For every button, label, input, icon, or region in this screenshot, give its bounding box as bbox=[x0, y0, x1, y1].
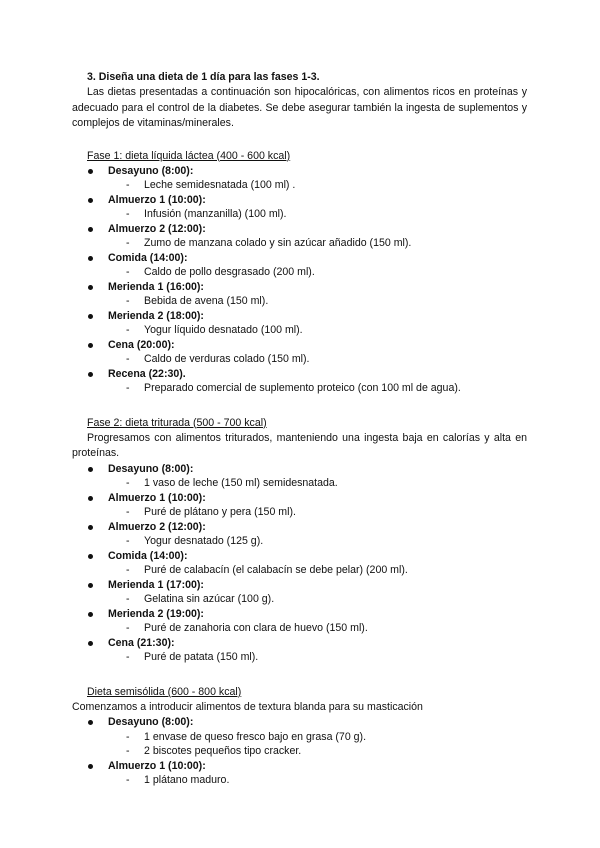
dash-icon: - bbox=[126, 179, 130, 191]
dash-icon: - bbox=[126, 745, 130, 757]
dash-icon: - bbox=[126, 353, 130, 365]
meal-label-text: Desayuno (8:00): bbox=[108, 716, 194, 728]
meal-item bbox=[72, 744, 527, 759]
bullet-icon bbox=[88, 583, 93, 588]
meal-label-text: Cena (21:30): bbox=[108, 636, 175, 649]
dash-icon: - bbox=[126, 477, 130, 489]
meal-item-text: Yogur líquido desnatado (100 ml). bbox=[144, 324, 303, 336]
meal-label bbox=[72, 251, 527, 266]
bullet-icon bbox=[88, 525, 93, 530]
meal-label-text: Almuerzo 2 (12:00): bbox=[108, 520, 206, 533]
meal-label bbox=[72, 491, 527, 506]
meal-item bbox=[72, 178, 527, 193]
dash-icon: - bbox=[126, 324, 130, 336]
bullet-icon bbox=[88, 554, 93, 559]
meal-label-text: Comida (14:00): bbox=[108, 251, 188, 264]
meal-label-text: Almuerzo 1 (10:00): bbox=[108, 759, 206, 772]
meal-label-text: Almuerzo 1 (10:00): bbox=[108, 491, 206, 504]
meal-label bbox=[72, 759, 527, 774]
meal-label bbox=[72, 715, 527, 730]
meal-item bbox=[72, 621, 527, 636]
intro-paragraph: Las dietas presentadas a continuación son hipocalóricas, con alimentos ricos en proteínas y adecuado para el control de la diabetes. Se debe asegurar también la ingesta de suplementos y complejos de vitaminas/minerales. bbox=[72, 86, 527, 129]
meal-item-text: 1 plátano maduro. bbox=[144, 774, 230, 786]
dash-icon: - bbox=[126, 382, 130, 394]
phases-container bbox=[72, 149, 527, 788]
dash-icon: - bbox=[126, 593, 130, 605]
meal-label-text: Merienda 1 (17:00): bbox=[108, 578, 204, 591]
meal-item-text: Puré de zanahoria con clara de huevo (150 ml). bbox=[144, 622, 368, 634]
meal-label-text: Desayuno (8:00): bbox=[108, 164, 194, 177]
meal-item bbox=[72, 592, 527, 607]
dash-icon: - bbox=[126, 295, 130, 307]
meal-item bbox=[72, 534, 527, 549]
bullet-icon bbox=[88, 256, 93, 261]
dash-icon: - bbox=[126, 730, 130, 743]
meal-item-text: Zumo de manzana colado y sin azúcar añadido (150 ml). bbox=[144, 237, 412, 249]
dash-icon: - bbox=[126, 564, 130, 576]
bullet-icon bbox=[88, 641, 93, 646]
dash-icon: - bbox=[126, 237, 130, 249]
bullet-icon bbox=[88, 720, 93, 725]
phase-title: Fase 1: dieta líquida láctea (400 - 600 kcal) bbox=[87, 149, 291, 162]
phase-title: Fase 2: dieta triturada (500 - 700 kcal) bbox=[87, 416, 267, 429]
dash-icon: - bbox=[126, 535, 130, 547]
meal-label bbox=[72, 520, 527, 535]
meal-item-text: Preparado comercial de suplemento proteico (con 100 ml de agua). bbox=[144, 382, 461, 394]
meal-item-text: Gelatina sin azúcar (100 g). bbox=[144, 593, 275, 605]
meal-item-text: Leche semidesnatada (100 ml) . bbox=[144, 179, 296, 191]
meal-item bbox=[72, 476, 527, 491]
meal-label bbox=[72, 280, 527, 295]
meal-item bbox=[72, 563, 527, 578]
meal-label bbox=[72, 193, 527, 208]
bullet-icon bbox=[88, 467, 93, 472]
meal-label bbox=[72, 636, 527, 651]
meal-label bbox=[72, 578, 527, 593]
meal-item bbox=[72, 236, 527, 251]
meal-item bbox=[72, 773, 527, 788]
bullet-icon bbox=[88, 764, 93, 769]
phase-section bbox=[72, 416, 527, 665]
document-page bbox=[72, 70, 527, 788]
meal-item bbox=[72, 730, 527, 745]
meal-label bbox=[72, 462, 527, 477]
dash-icon: - bbox=[126, 651, 130, 663]
phase-intro: Comenzamos a introducir alimentos de textura blanda para su masticación bbox=[72, 700, 423, 713]
meal-item bbox=[72, 294, 527, 309]
meal-label-text: Almuerzo 2 (12:00): bbox=[108, 222, 206, 235]
phase-section bbox=[72, 685, 527, 788]
meal-label bbox=[72, 338, 527, 353]
meal-label bbox=[72, 309, 527, 324]
dash-icon: - bbox=[126, 208, 130, 220]
bullet-icon bbox=[88, 372, 93, 377]
meal-item bbox=[72, 265, 527, 280]
meal-label-text: Merienda 2 (18:00): bbox=[108, 309, 204, 322]
meal-item-text: 1 envase de queso fresco bajo en grasa (70 g). bbox=[144, 730, 367, 743]
meal-item-text: 2 biscotes pequeños tipo cracker. bbox=[144, 745, 302, 757]
meal-label-text: Almuerzo 1 (10:00): bbox=[108, 193, 206, 206]
meal-item bbox=[72, 505, 527, 520]
bullet-icon bbox=[88, 169, 93, 174]
meal-label bbox=[72, 607, 527, 622]
meal-label-text: Desayuno (8:00): bbox=[108, 462, 194, 475]
bullet-icon bbox=[88, 343, 93, 348]
phase-title: Dieta semisólida (600 - 800 kcal) bbox=[87, 685, 242, 698]
meal-label bbox=[72, 549, 527, 564]
dash-icon: - bbox=[126, 506, 130, 518]
meal-item-text: Infusión (manzanilla) (100 ml). bbox=[144, 208, 287, 220]
meal-item bbox=[72, 381, 527, 396]
section-heading: 3. Diseña una dieta de 1 día para las fases 1-3. bbox=[87, 71, 320, 83]
bullet-icon bbox=[88, 612, 93, 617]
meal-item bbox=[72, 352, 527, 367]
meal-item-text: Puré de patata (150 ml). bbox=[144, 651, 259, 663]
meal-label bbox=[72, 367, 527, 382]
meal-label bbox=[72, 164, 527, 179]
bullet-icon bbox=[88, 198, 93, 203]
dash-icon: - bbox=[126, 266, 130, 278]
meal-label-text: Recena (22:30). bbox=[108, 367, 186, 380]
bullet-icon bbox=[88, 314, 93, 319]
bullet-icon bbox=[88, 496, 93, 501]
meal-item bbox=[72, 650, 527, 665]
meal-item-text: Yogur desnatado (125 g). bbox=[144, 535, 264, 547]
meal-label-text: Merienda 2 (19:00): bbox=[108, 607, 204, 620]
meal-label-text: Merienda 1 (16:00): bbox=[108, 280, 204, 293]
meal-item-text: Puré de plátano y pera (150 ml). bbox=[144, 506, 296, 518]
bullet-icon bbox=[88, 227, 93, 232]
meal-item bbox=[72, 207, 527, 222]
meal-label-text: Comida (14:00): bbox=[108, 549, 188, 562]
bullet-icon bbox=[88, 285, 93, 290]
meal-item bbox=[72, 323, 527, 338]
meal-item-text: Puré de calabacín (el calabacín se debe pelar) (200 ml). bbox=[144, 564, 408, 576]
meal-item-text: Bebida de avena (150 ml). bbox=[144, 295, 269, 307]
meal-item-text: Caldo de verduras colado (150 ml). bbox=[144, 353, 310, 365]
meal-item-text: 1 vaso de leche (150 ml) semidesnatada. bbox=[144, 477, 338, 489]
phase-intro: Progresamos con alimentos triturados, manteniendo una ingesta baja en calorías y alta en proteínas. bbox=[72, 431, 527, 459]
meal-label bbox=[72, 222, 527, 237]
dash-icon: - bbox=[126, 774, 130, 786]
dash-icon: - bbox=[126, 622, 130, 634]
meal-item-text: Caldo de pollo desgrasado (200 ml). bbox=[144, 266, 315, 278]
meal-label-text: Cena (20:00): bbox=[108, 338, 175, 351]
phase-section bbox=[72, 149, 527, 396]
